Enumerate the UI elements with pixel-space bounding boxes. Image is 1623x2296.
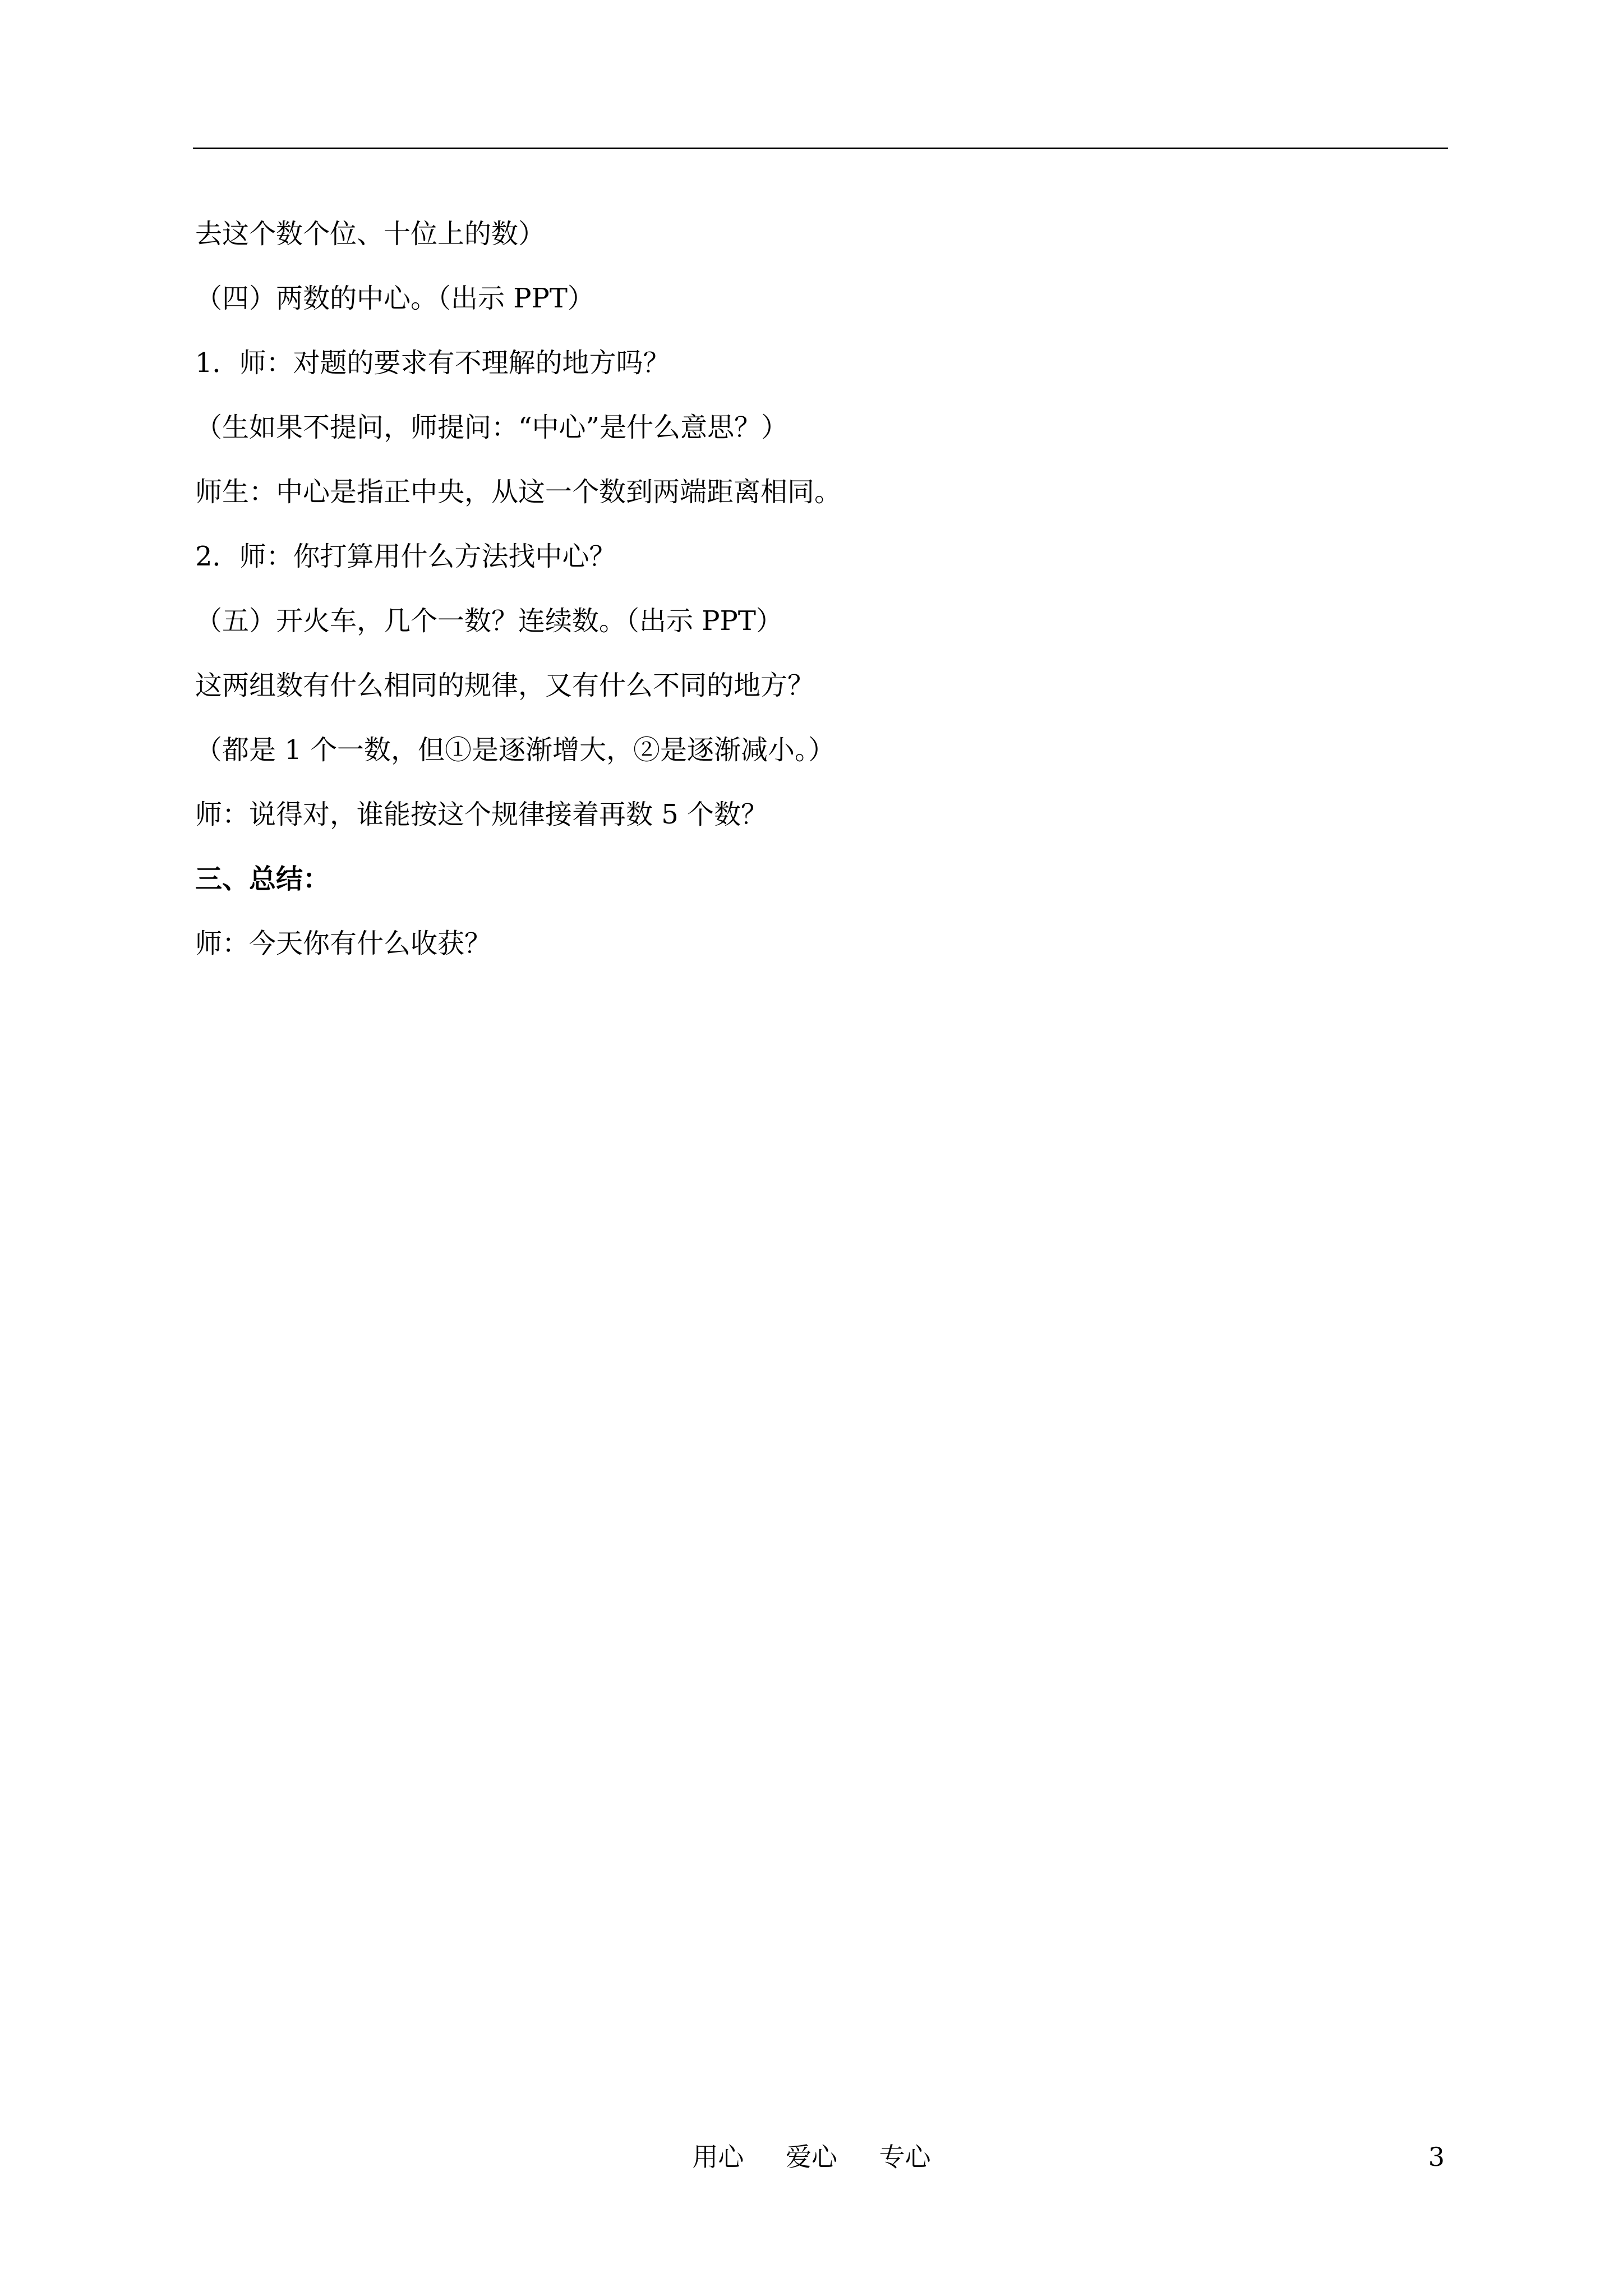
paragraph: 师：说得对，谁能按这个规律接着再数 5 个数？: [195, 799, 768, 830]
paragraph: 这两组数有什么相同的规律，又有什么不同的地方？: [195, 670, 815, 701]
paragraph: 师生：中心是指正中央，从这一个数到两端距离相同。: [195, 476, 842, 508]
footer-slogan-item: 专心: [879, 2142, 931, 2172]
page-footer: [0, 2137, 1623, 2188]
page-number: 3: [1428, 2142, 1445, 2172]
paragraph: 去这个数个位、十位上的数）: [195, 218, 546, 250]
paragraph: 师：今天你有什么收获？: [195, 928, 492, 959]
document-body: [195, 209, 1446, 983]
header-rule: [193, 148, 1448, 149]
paragraph: （生如果不提问，师提问：“中心”是什么意思？）: [195, 412, 789, 443]
paragraph: （都是 1 个一数，但①是逐渐增大，②是逐渐减小。）: [195, 734, 836, 766]
footer-slogan: [0, 2137, 1623, 2177]
paragraph: 1．师：对题的要求有不理解的地方吗？: [195, 347, 670, 379]
paragraph: （四）两数的中心。（出示 PPT）: [195, 283, 594, 314]
footer-slogan-item: 用心: [692, 2142, 744, 2172]
section-heading: 三、总结：: [195, 863, 330, 895]
paragraph: 2．师：你打算用什么方法找中心？: [195, 541, 616, 572]
footer-slogan-item: 爱心: [786, 2142, 837, 2172]
paragraph: （五）开火车，几个一数？连续数。（出示 PPT）: [195, 605, 783, 637]
